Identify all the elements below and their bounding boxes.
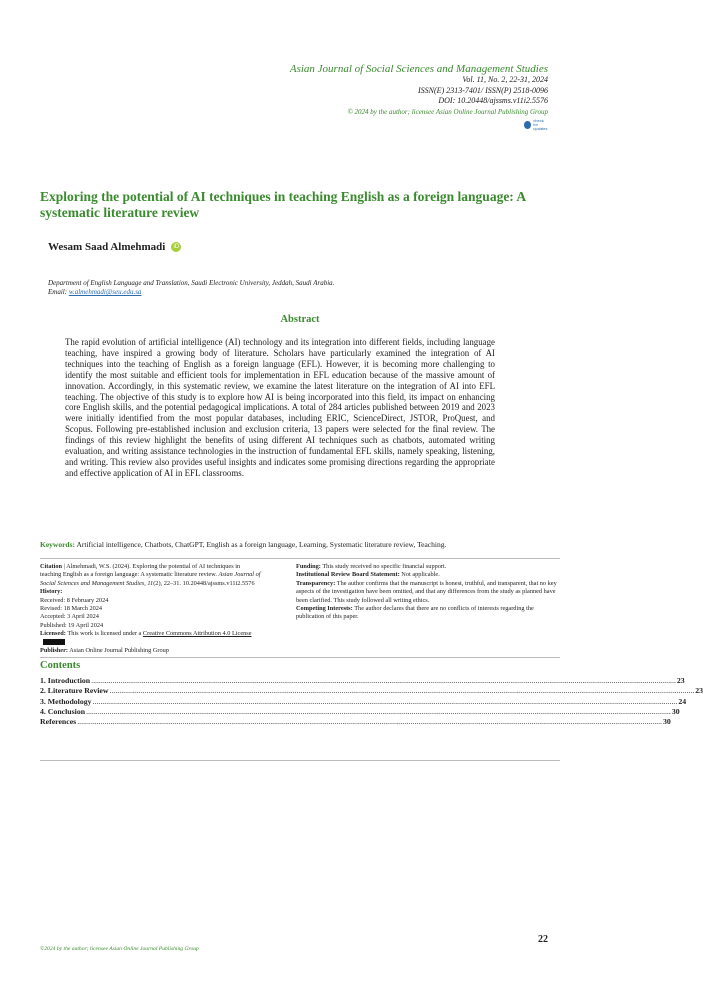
transparency-text: The author confirms that the manuscript is honest, truthful, and transparent, that no key aspects of the investigation have been omitted, and that any differences from the study as planned have been clarified. This study followed all writing ethics.	[296, 579, 557, 604]
divider	[40, 760, 560, 761]
competing-label: Competing Interests:	[296, 605, 353, 613]
email-label: Email:	[48, 288, 68, 296]
transparency	[296, 580, 558, 605]
license-line: © 2024 by the author; licensee Asian Online Journal Publishing Group	[347, 107, 548, 116]
funding-label: Funding:	[296, 563, 321, 570]
orcid-icon[interactable]: iD	[171, 242, 181, 252]
footer-license: ©2024 by the author; licensee Asian Online Journal Publishing Group	[40, 946, 199, 952]
badge-line-2: updates	[533, 125, 548, 131]
divider	[40, 558, 560, 559]
check-updates-icon	[524, 121, 531, 129]
irb	[296, 571, 558, 579]
cc-by-icon[interactable]	[43, 639, 65, 645]
irb-text: Not applicable.	[401, 571, 440, 579]
badge-line-1: check for	[533, 117, 544, 127]
citation-text: | Almehmadi, W.S. (2024). Exploring the potential of AI techniques in teaching English as a foreign language: A systematic literature review.	[40, 563, 241, 579]
toc-leader: ............................................................................................................................................................................................................................................................................................................	[77, 717, 662, 727]
citation-tail: (2), 22–31. 10.20448/ajssms.v11i2.5576	[153, 579, 255, 587]
citation	[40, 563, 262, 588]
article-metadata-right	[296, 563, 558, 622]
issn-line: ISSN(E) 2313-7401/ ISSN(P) 2518-0096	[418, 85, 548, 95]
toc-item[interactable]	[40, 696, 687, 707]
history-accepted: Accepted: 3 April 2024	[40, 613, 99, 621]
keywords-label: Keywords:	[40, 540, 75, 549]
keywords-text: Artificial intelligence, Chatbots, ChatGPT, English as a foreign language, Learning, Systematic literature review, Teaching.	[76, 540, 447, 549]
journal-name: Asian Journal of Social Sciences and Management Studies	[289, 63, 548, 75]
licensed-label: Licensed:	[40, 630, 66, 638]
publisher	[40, 647, 262, 655]
license-link[interactable]: Creative Commons Attribution 4.0 License	[142, 630, 252, 638]
irb-label: Institutional Review Board Statement:	[296, 571, 400, 579]
funding-text: This study received no specific financial support.	[322, 563, 447, 570]
toc-item-label: 3. Methodology	[40, 696, 92, 706]
competing-interests	[296, 605, 558, 622]
journal-header	[290, 63, 548, 117]
toc-item-label: References	[40, 717, 77, 727]
toc-leader: ............................................................................................................................................................................................................................................................................................................	[109, 686, 695, 696]
toc-item-page: 23	[695, 686, 703, 696]
affiliation-email-line	[48, 288, 334, 297]
toc-item-label: 2. Literature Review	[40, 686, 109, 696]
toc-item-page: 30	[671, 706, 680, 716]
toc-item-page: 23	[676, 676, 685, 685]
toc-item[interactable]	[40, 676, 685, 686]
abstract-heading: Abstract	[280, 314, 320, 325]
author-row	[48, 241, 181, 253]
abstract-text: The rapid evolution of artificial intelligence (AI) technology and its integration into different fields, including language teaching, have inspired a growing body of literature. Scholars have particularly examined the integration of AI techniques into the teaching of English as a foreign language (EFL). However, it is becoming more challenging to identify the most suitable and efficient tools for implementation in EFL education because of the massive amount of innovation. Accordingly, in this systematic review, we examine the latest literature on the integration of AI into EFL teaching. The objective of this study is to explore how AI is being incorporated into this field, its impact on enhancing core English skills, and the potential pedagogical implications. A total of 284 articles published between 2019 and 2023 were initially identified from the most popular databases, including ERIC, ScienceDirect, JSTOR, ProQuest, and Scopus. Following pre-established inclusion and exclusion criteria, 13 papers were selected for the final review. The findings of this review highlight the benefits of using different AI techniques such as chatbots, automated writing evaluation, and writing assistance technologies in the instruction of fundamental EFL skills, namely speaking, listening, and writing. This review also provides useful insights and indicates some promising directions regarding the appropriate and effective application of AI in EFL classrooms.	[65, 337, 495, 478]
toc-leader: ............................................................................................................................................................................................................................................................................................................	[86, 706, 671, 716]
toc-item[interactable]	[40, 686, 703, 696]
transparency-label: Transparency:	[296, 579, 336, 587]
publisher-text: Asian Online Journal Publishing Group	[69, 647, 169, 655]
check-for-updates-badge[interactable]	[524, 118, 548, 131]
citation-journal: Asian Journal of Social Sciences and Management Studies, 11	[40, 571, 261, 587]
history-revised: Revised: 18 March 2024	[40, 605, 103, 613]
history-received: Received: 8 February 2024	[40, 596, 109, 604]
toc-item[interactable]	[40, 717, 671, 727]
toc-item[interactable]	[40, 706, 680, 717]
citation-label: Citation	[40, 563, 63, 570]
toc-item-page: 24	[678, 696, 687, 706]
paper-title: Exploring the potential of AI techniques in teaching English as a foreign language: A systematic literature review	[40, 189, 526, 220]
article-metadata-left	[40, 563, 262, 655]
doi-line: DOI: 10.20448/ajssms.v11i2.5576	[438, 96, 548, 105]
keywords	[40, 540, 565, 549]
check-updates-label	[533, 119, 548, 131]
author-name: Wesam Saad Almehmadi	[48, 241, 166, 253]
affiliation-dept: Department of English Language and Translation, Saudi Electronic University, Jeddah, Saudi Arabia.	[48, 279, 335, 287]
table-of-contents	[40, 676, 703, 727]
toc-item-label: 1. Introduction	[40, 676, 91, 685]
toc-leader: ............................................................................................................................................................................................................................................................................................................	[91, 676, 676, 685]
toc-item-page: 30	[663, 717, 671, 727]
contents-heading: Contents	[40, 660, 81, 671]
page-number: 22	[538, 934, 548, 945]
email-link[interactable]: w.almehmadi@seu.edu.sa	[68, 288, 142, 296]
history-label: History:	[40, 588, 63, 596]
history-published: Published: 19 April 2024	[40, 621, 104, 629]
toc-item-label: 4. Conclusion	[40, 706, 86, 716]
affiliation	[48, 279, 334, 297]
publisher-label: Publisher:	[40, 647, 68, 655]
licensed-text: This work is licensed under a	[67, 630, 142, 638]
funding	[296, 563, 558, 571]
competing-text: The author declares that there are no conflicts of interests regarding the publication of this paper.	[296, 605, 534, 621]
license-statement	[40, 630, 262, 647]
toc-leader: ............................................................................................................................................................................................................................................................................................................	[92, 696, 678, 706]
volume-line: Vol. 11, No. 2, 22-31, 2024	[462, 75, 548, 84]
divider	[40, 657, 560, 658]
